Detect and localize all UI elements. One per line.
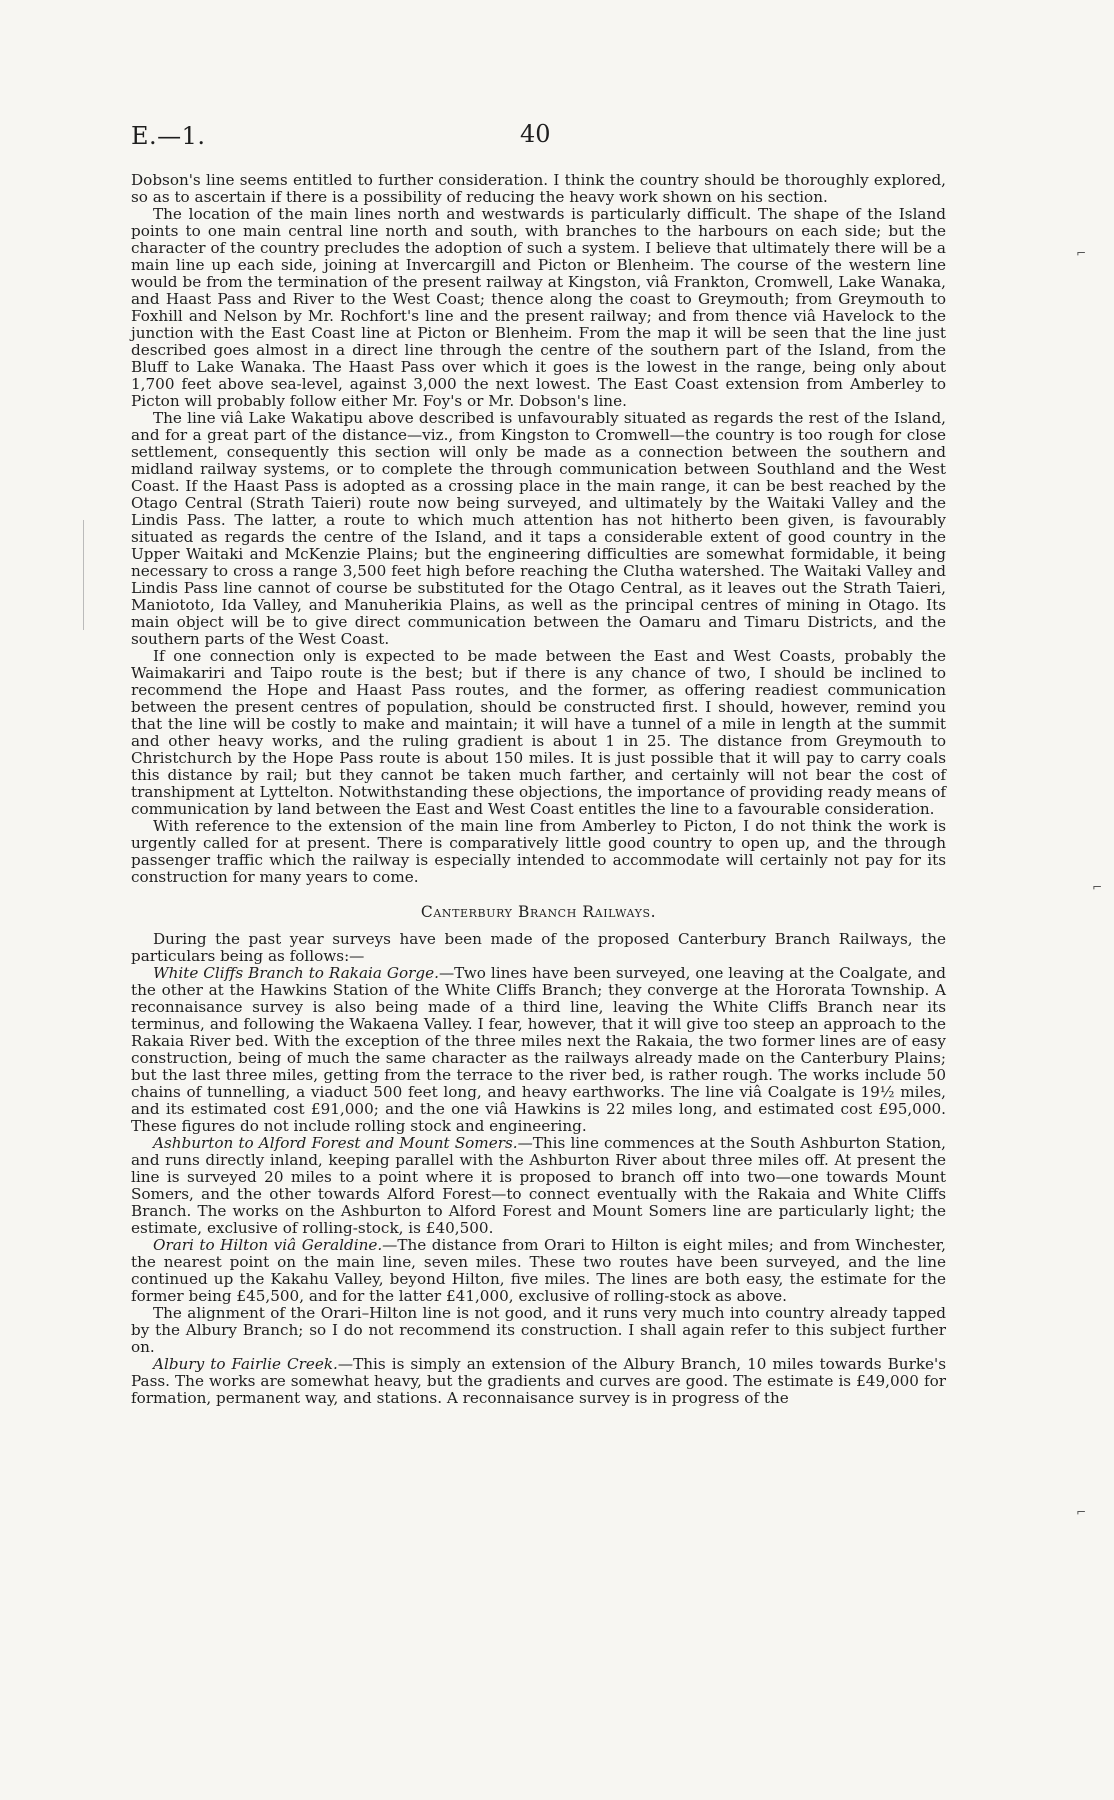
document-code: E.—1. — [131, 122, 206, 150]
margin-mark: ⌐ — [1076, 246, 1087, 260]
item-title: Albury to Fairlie Creek. — [153, 1355, 338, 1373]
section-item — [131, 965, 946, 1135]
page-number: 40 — [520, 120, 551, 148]
paragraph: If one connection only is expected to be made between the East and West Coasts, probably the Waimakariri and Taipo route is the best; but if there is any chance of two, I should be inclined to recommend the Hope and Haast Pass routes, and the former, as offering readiest communication between the present centres of population, should be constructed first. I should, however, remind you that the line will be costly to make and maintain; it will have a tunnel of a mile in length at the summit and other heavy works, and the ruling gradient is about 1 in 25. The distance from Greymouth to Christchurch by the Hope Pass route is about 150 miles. It is just possible that it will pay to carry coals this distance by rail; but they cannot be taken much farther, and certainly will not bear the cost of transhipment at Lyttelton. Notwithstanding these objections, the importance of providing ready means of communication by land between the East and West Coast entitles the line to a favourable consideration. — [131, 647, 946, 818]
margin-mark: ⌐ — [1076, 1505, 1087, 1519]
item-text: —This is simply an extension of the Albury Branch, 10 miles towards Burke's Pass. The works are somewhat heavy, but the gradients and curves are good. The estimate is £49,000 for formation, permanent way, and stations. A reconnaisance survey is in progress of the — [131, 1355, 946, 1407]
item-text: —This line commences at the South Ashburton Station, and runs directly inland, keeping parallel with the Ashburton River about three miles off. At present the line is surveyed 20 miles to a point where it is proposed to branch off into two—one towards Mount Somers, and the other towards Alford Forest—to connect eventually with the Rakaia and White Cliffs Branch. The works on the Ashburton to Alford Forest and Mount Somers line are particularly light; the estimate, exclusive of rolling-stock, is £40,500. — [131, 1134, 946, 1237]
item-text: —Two lines have been surveyed, one leaving at the Coalgate, and the other at the Hawkins Station of the White Cliffs Branch; they converge at the Hororata Township. A reconnaisance survey is also being made of a third line, leaving the White Cliffs Branch near its terminus, and following the Wakaena Valley. I fear, however, that it will give too steep an approach to the Rakaia River bed. With the exception of the three miles next the Rakaia, the two former lines are of easy construction, being of much the same character as the railways already made on the Canterbury Plains; but the last three miles, getting from the terrace to the river bed, is rather rough. The works include 50 chains of tunnelling, a viaduct 500 feet long, and heavy earthworks. The line viâ Coalgate is 19½ miles, and its estimated cost £91,000; and the one viâ Hawkins is 22 miles long, and estimated cost £95,000. These figures do not include rolling stock and engineering. — [131, 964, 946, 1135]
item-text: The alignment of the Orari–Hilton line is not good, and it runs very much into country already tapped by the Albury Branch; so I do not recommend its construction. I shall again refer to this subject further on. — [131, 1304, 946, 1356]
section-item — [131, 1135, 946, 1237]
item-title: Ashburton to Alford Forest and Mount Somers. — [153, 1134, 518, 1152]
paragraph: With reference to the extension of the main line from Amberley to Picton, I do not think the work is urgently called for at present. There is comparatively little good country to open up, and the through passenger traffic which the railway is especially intended to accommodate will certainly not pay for its construction for many years to come. — [131, 817, 946, 886]
paragraph: Dobson's line seems entitled to further consideration. I think the country should be thoroughly explored, so as to ascertain if there is a possibility of reducing the heavy work shown on his section. — [131, 171, 946, 206]
section-heading: Canterbury Branch Railways. — [420, 903, 657, 921]
paragraph: The location of the main lines north and westwards is particularly difficult. The shape of the Island points to one main central line north and south, with branches to the harbours on each side; but the character of the country precludes the adoption of such a system. I believe that ultimately there will be a main line up each side, joining at Invercargill and Picton or Blenheim. The course of the western line would be from the termination of the present railway at Kingston, viâ Frankton, Cromwell, Lake Wanaka, and Haast Pass and River to the West Coast; thence along the coast to Greymouth; from Greymouth to Foxhill and Nelson by Mr. Rochfort's line and the present railway; and from thence viâ Havelock to the junction with the East Coast line at Picton or Blenheim. From the map it will be seen that the line just described goes almost in a direct line through the centre of the southern part of the Island, from the Bluff to Lake Wanaka. The Haast Pass over which it goes is the lowest in the range, being only about 1,700 feet above sea-level, against 3,000 the next lowest. The East Coast extension from Amberley to Picton will probably follow either Mr. Foy's or Mr. Dobson's line. — [131, 205, 946, 410]
section-item — [131, 1305, 946, 1356]
margin-mark: ⌐ — [1092, 880, 1103, 894]
item-text: —The distance from Orari to Hilton is eight miles; and from Winchester, the nearest point on the main line, seven miles. These two routes have been surveyed, and the line continued up the Kakahu Valley, beyond Hilton, five miles. The lines are both easy, the estimate for the former being £45,500, and for the latter £41,000, exclusive of rolling-stock as above. — [131, 1236, 946, 1305]
margin-rule — [83, 520, 84, 630]
paragraph: The line viâ Lake Wakatipu above described is unfavourably situated as regards the rest of the Island, and for a great part of the distance—viz., from Kingston to Cromwell—the country is too rough for close settlement, consequently this section will only be made as a connection between the southern and midland railway systems, or to complete the through communication between Southland and the West Coast. If the Haast Pass is adopted as a crossing place in the main range, it can be best reached by the Otago Central (Strath Taieri) route now being surveyed, and ultimately by the Waitaki Valley and the Lindis Pass. The latter, a route to which much attention has not hitherto been given, is favourably situated as regards the centre of the Island, and it taps a considerable extent of good country in the Upper Waitaki and McKenzie Plains; but the engineering difficulties are somewhat formidable, it being necessary to cross a range 3,500 feet high before reaching the Clutha watershed. The Waitaki Valley and Lindis Pass line cannot of course be substituted for the Otago Central, as it leaves out the Strath Taieri, Maniototo, Ida Valley, and Manuherikia Plains, as well as the principal centres of mining in Otago. Its main object will be to give direct communication between the Oamaru and Timaru Districts, and the southern parts of the West Coast. — [131, 409, 946, 648]
section-item — [131, 1356, 946, 1407]
section-item — [131, 1237, 946, 1305]
document-body — [131, 172, 946, 1407]
section-intro: During the past year surveys have been made of the proposed Canterbury Branch Railways, the particulars being as follows:— — [131, 930, 946, 965]
item-title: White Cliffs Branch to Rakaia Gorge. — [153, 964, 439, 982]
item-title: Orari to Hilton viâ Geraldine. — [153, 1236, 383, 1254]
